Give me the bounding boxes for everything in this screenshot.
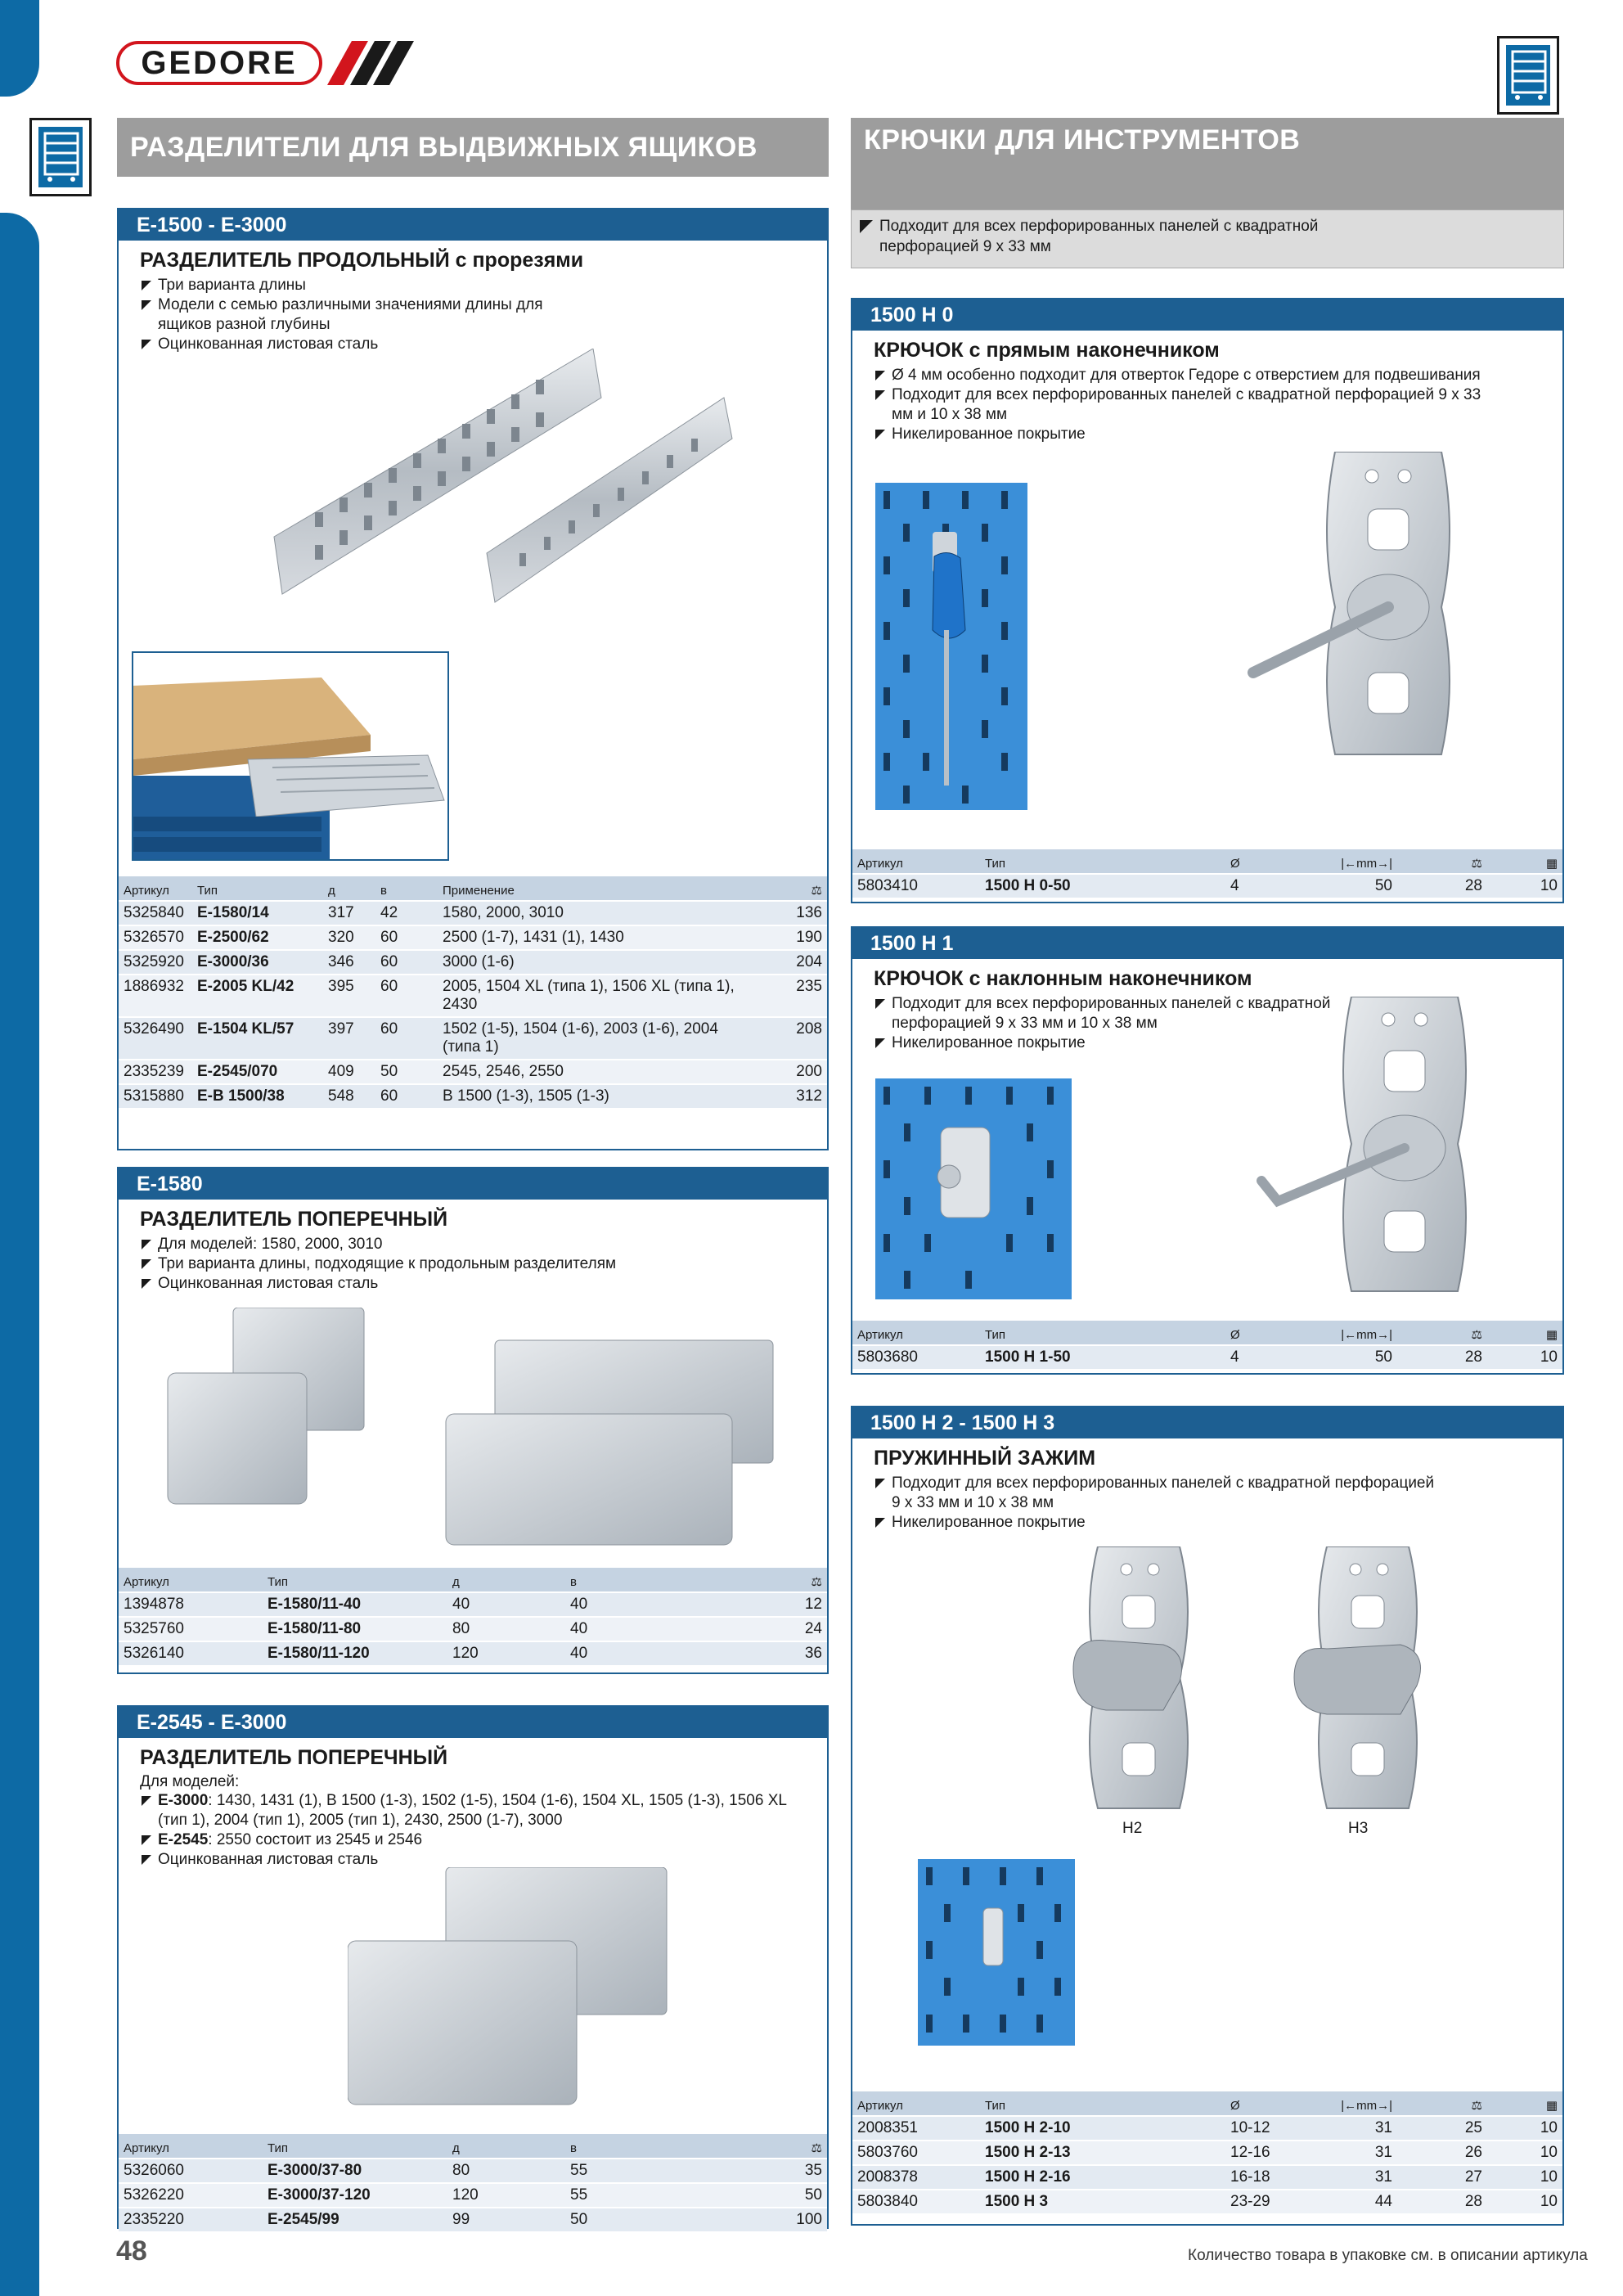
feature-item: Оцинкованная листовая сталь <box>140 1274 827 1294</box>
col-type: Тип <box>980 2091 1225 2116</box>
card-head: E-1580 <box>119 1168 827 1200</box>
table-row: 2008378 1500 H 2-16 16-18 31 27 10 <box>852 2165 1562 2190</box>
spec-table <box>852 2091 1562 2215</box>
card-title: РАЗДЕЛИТЕЛЬ ПОПЕРЕЧНЫЙ <box>140 1208 448 1231</box>
pegboard-photo-clip <box>918 1859 1075 2046</box>
col-type: Тип <box>980 849 1225 874</box>
feature-item: мм и 10 x 38 мм <box>892 406 1008 423</box>
col-length: д <box>447 2134 565 2159</box>
feature-item: Никелированное покрытие <box>874 1513 1562 1533</box>
table-row: 5803760 1500 H 2-13 12-16 31 26 10 <box>852 2141 1562 2165</box>
card-hook-angled <box>851 926 1564 1375</box>
feature-item: E-3000: 1430, 1431 (1), B 1500 (1-3), 1502 (1-5), 1504 (1-6), 1504 XL, 1505 (1-3), 1506 XL <box>140 1791 827 1811</box>
table-row: 5326570 E-2500/62 320 60 2500 (1-7), 1431 (1), 1430 190 <box>119 925 827 950</box>
left-section-title: РАЗДЕЛИТЕЛИ ДЛЯ ВЫДВИЖНЫХ ЯЩИКОВ <box>117 118 829 177</box>
col-diameter-icon: Ø <box>1225 1321 1299 1345</box>
models-intro: Для моделей: <box>140 1773 240 1790</box>
col-type: Тип <box>263 1568 447 1592</box>
edge-tab-side <box>0 213 39 2296</box>
col-height: в <box>565 2134 753 2159</box>
card-longitudinal-divider <box>117 208 829 1150</box>
feature-item: Для моделей: 1580, 2000, 3010 <box>140 1235 827 1254</box>
card-cross-divider-2545 <box>117 1705 829 2229</box>
feature-item: Ø 4 мм особенно подходит для отверток Гедоре с отверстием для подвешивания <box>874 366 1562 385</box>
label-h2: H2 <box>1122 1820 1143 1837</box>
feature-item: Три варианта длины, подходящие к продольным разделителям <box>140 1254 827 1274</box>
col-weight-icon: ⚖ <box>753 1568 827 1592</box>
feature-item: Модели с семью различными значениями длины для <box>140 295 827 315</box>
card-head: E-2545 - E-3000 <box>119 1707 827 1738</box>
table-row: 5315880 E-B 1500/38 548 60 B 1500 (1-3), 1505 (1-3) 312 <box>119 1084 827 1109</box>
label-h3: H3 <box>1348 1820 1369 1837</box>
card-head: 1500 H 2 - 1500 H 3 <box>852 1407 1562 1438</box>
tool-cabinet-icon <box>29 118 92 196</box>
spring-clip-h2-image <box>1057 1546 1221 1817</box>
feature-list <box>140 1791 827 1870</box>
bullet-arrow-icon <box>860 220 873 233</box>
table-row: 5803680 1500 H 1-50 4 50 28 10 <box>852 1345 1562 1370</box>
table-row: 5326060 E-3000/37-80 80 55 35 <box>119 2159 827 2183</box>
card-title: РАЗДЕЛИТЕЛЬ ПРОДОЛЬНЫЙ с прорезями <box>140 249 584 272</box>
logo-text: GEDORE <box>141 44 298 81</box>
spec-table <box>119 2134 827 2233</box>
table-row: 2335220 E-2545/99 99 50 100 <box>119 2208 827 2232</box>
col-article: Артикул <box>119 876 192 901</box>
longitudinal-divider-image <box>266 349 740 643</box>
logo-stripes-icon <box>327 41 417 85</box>
card-head: 1500 H 1 <box>852 928 1562 959</box>
feature-list <box>874 366 1562 444</box>
table-row: 5326220 E-3000/37-120 120 55 50 <box>119 2183 827 2208</box>
table-row: 1886932 E-2005 KL/42 395 60 2005, 1504 XL (типа 1), 1506 XL (типа 1), 2430 235 <box>119 975 827 1017</box>
table-row: 5326140 E-1580/11-120 120 40 36 <box>119 1641 827 1666</box>
feature-item: ящиков разной глубины <box>158 316 330 333</box>
col-weight-icon: ⚖ <box>762 876 827 901</box>
col-weight-icon: ⚖ <box>1397 2091 1487 2116</box>
col-type: Тип <box>192 876 323 901</box>
col-height: в <box>565 1568 753 1592</box>
col-article: Артикул <box>119 2134 263 2159</box>
card-head: 1500 H 0 <box>852 299 1562 331</box>
feature-item: (тип 1), 2004 (тип 1), 2005 (тип 1), 2430, 2500 (1-7), 3000 <box>158 1812 563 1829</box>
cross-divider-image <box>143 1308 798 1553</box>
col-application: Применение <box>438 876 762 901</box>
feature-item: Подходит для всех перфорированных панелей с квадратной <box>874 994 1562 1014</box>
spec-table <box>852 849 1562 899</box>
table-row: 2335239 E-2545/070 409 50 2545, 2546, 2550 200 <box>119 1060 827 1084</box>
card-title: КРЮЧОК с наклонным наконечником <box>874 967 1252 990</box>
card-spring-clip <box>851 1406 1564 2226</box>
col-pack-icon: ▦ <box>1487 1321 1562 1345</box>
tool-cabinet-icon-right <box>1497 36 1559 115</box>
feature-item: Подходит для всех перфорированных панелей с квадратной перфорацией 9 x 33 <box>874 385 1562 405</box>
straight-hook-image <box>1237 452 1482 763</box>
spec-table <box>119 876 827 1110</box>
card-cross-divider-1580 <box>117 1167 829 1674</box>
col-article: Артикул <box>852 1321 980 1345</box>
col-height: в <box>375 876 438 901</box>
footer-note: Количество товара в упаковке см. в описании артикула <box>1188 2247 1588 2264</box>
feature-item: Никелированное покрытие <box>874 1033 1562 1053</box>
table-row: 5326490 E-1504 KL/57 397 60 1502 (1-5), 1504 (1-6), 2003 (1-6), 2004 (типа 1) 208 <box>119 1017 827 1060</box>
feature-list <box>140 1235 827 1294</box>
col-length-icon: |←mm→| <box>1299 849 1397 874</box>
col-article: Артикул <box>852 2091 980 2116</box>
angled-hook-image <box>1253 997 1499 1299</box>
pegboard-photo-hook <box>875 1078 1072 1299</box>
feature-item: Оцинкованная листовая сталь <box>140 1850 827 1870</box>
page-number: 48 <box>116 2235 147 2267</box>
card-title: РАЗДЕЛИТЕЛЬ ПОПЕРЕЧНЫЙ <box>140 1746 448 1769</box>
feature-item: Оцинкованная листовая сталь <box>140 335 827 354</box>
table-row: 5325840 E-1580/14 317 42 1580, 2000, 3010 136 <box>119 901 827 925</box>
card-title: ПРУЖИННЫЙ ЗАЖИМ <box>874 1447 1096 1470</box>
col-weight-icon: ⚖ <box>1397 1321 1487 1345</box>
col-length-icon: |←mm→| <box>1299 2091 1397 2116</box>
col-type: Тип <box>980 1321 1225 1345</box>
col-pack-icon: ▦ <box>1487 2091 1562 2116</box>
table-row: 1394878 E-1580/11-40 40 40 12 <box>119 1592 827 1617</box>
col-length-icon: |←mm→| <box>1299 1321 1397 1345</box>
table-row: 5803410 1500 H 0-50 4 50 28 10 <box>852 874 1562 898</box>
note-line-2: перфорацией 9 x 33 мм <box>879 237 1051 255</box>
col-weight-icon: ⚖ <box>753 2134 827 2159</box>
right-section-note <box>851 209 1564 268</box>
col-diameter-icon: Ø <box>1225 849 1299 874</box>
drawer-photo <box>132 651 449 861</box>
edge-tab-top <box>0 0 39 97</box>
right-section-title: КРЮЧКИ ДЛЯ ИНСТРУМЕНТОВ <box>851 118 1564 209</box>
card-hook-straight <box>851 298 1564 903</box>
card-head: E-1500 - E-3000 <box>119 209 827 241</box>
feature-item: перфорацией 9 x 33 мм и 10 x 38 мм <box>892 1015 1158 1032</box>
col-pack-icon: ▦ <box>1487 849 1562 874</box>
col-type: Тип <box>263 2134 447 2159</box>
feature-item: E-2545: 2550 состоит из 2545 и 2546 <box>140 1830 827 1850</box>
table-row: 5325920 E-3000/36 346 60 3000 (1-6) 204 <box>119 950 827 975</box>
spec-table <box>852 1321 1562 1371</box>
note-line-1: Подходит для всех перфорированных панелей с квадратной <box>879 218 1319 235</box>
pegboard-photo-screwdriver <box>875 483 1027 810</box>
feature-item: 9 x 33 мм и 10 x 38 мм <box>892 1494 1054 1511</box>
table-row: 5325760 E-1580/11-80 80 40 24 <box>119 1617 827 1641</box>
col-length: д <box>323 876 375 901</box>
col-article: Артикул <box>119 1568 263 1592</box>
gedore-logo <box>116 41 322 85</box>
feature-item: Три варианта длины <box>140 276 827 295</box>
feature-list <box>874 1474 1562 1533</box>
cross-divider-2545-image <box>348 1867 675 2121</box>
spec-table <box>119 1568 827 1667</box>
col-article: Артикул <box>852 849 980 874</box>
table-row: 2008351 1500 H 2-10 10-12 31 25 10 <box>852 2116 1562 2141</box>
feature-list <box>140 276 827 354</box>
table-row: 5803840 1500 H 3 23-29 44 28 10 <box>852 2190 1562 2214</box>
col-length: д <box>447 1568 565 1592</box>
feature-item: Подходит для всех перфорированных панелей с квадратной перфорацией <box>874 1474 1562 1493</box>
feature-item: Никелированное покрытие <box>874 425 1562 444</box>
card-title: КРЮЧОК с прямым наконечником <box>874 339 1220 362</box>
col-diameter-icon: Ø <box>1225 2091 1299 2116</box>
col-weight-icon: ⚖ <box>1397 849 1487 874</box>
spring-clip-h3-image <box>1286 1546 1450 1817</box>
